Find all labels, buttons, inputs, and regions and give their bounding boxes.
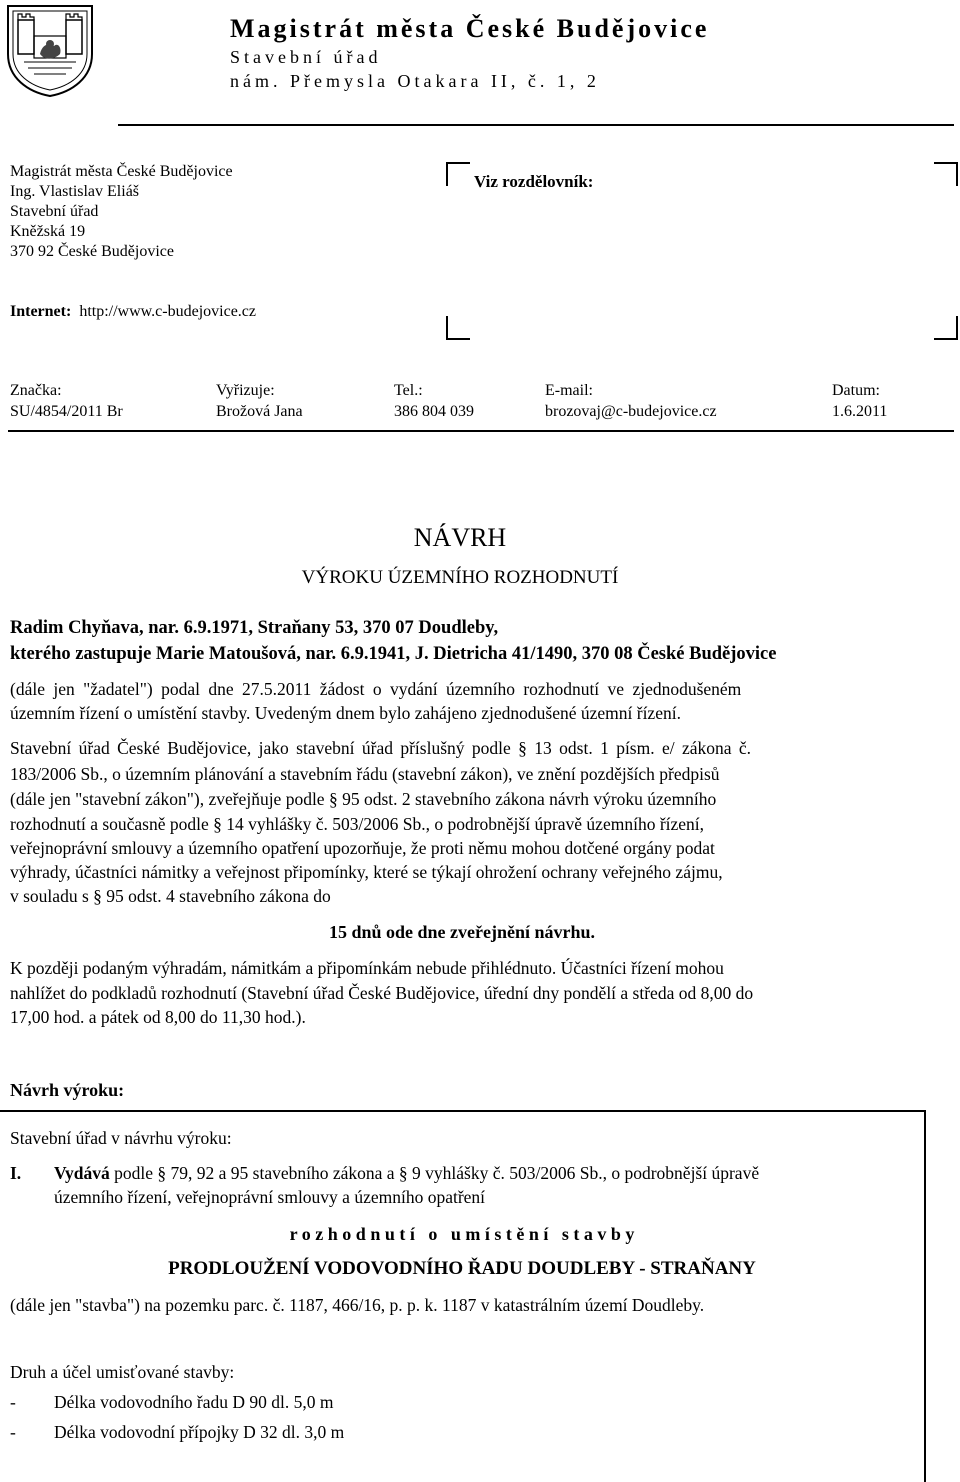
ref-value-mark: SU/4854/2011 Br: [10, 403, 123, 420]
internet-label: Internet:: [10, 303, 72, 320]
sender-line: Kněžská 19: [10, 223, 86, 240]
reference-divider: [8, 430, 954, 432]
address-window-corner: [446, 316, 470, 340]
ref-value-date: 1.6.2011: [832, 403, 888, 420]
sender-line: 370 92 České Budějovice: [10, 243, 174, 260]
notice-line: nahlížet do podkladů rozhodnutí (Stavební úřad České Budějovice, úřední dny pondělí a středa od 8,00 do: [10, 983, 754, 1003]
body-line: v souladu s § 95 odst. 4 stavebního zákona do: [10, 886, 331, 906]
sender-line: Stavební úřad: [10, 203, 99, 220]
proposal-heading: Návrh výroku:: [10, 1080, 125, 1100]
sender-line: Magistrát města České Budějovice: [10, 163, 233, 180]
sender-block: [10, 162, 233, 262]
applicant-line: Radim Chyňava, nar. 6.9.1971, Straňany 53, 370 07 Doudleby,: [10, 618, 499, 638]
ref-value-handler: Brožová Jana: [216, 403, 303, 420]
document-subtitle: VÝROKU ÚZEMNÍHO ROZHODNUTÍ: [301, 567, 619, 588]
bullet-dash: -: [10, 1392, 16, 1412]
proposal-lead: Stavební úřad v návrhu výroku:: [10, 1128, 232, 1148]
ref-value-email: brozovaj@c-budejovice.cz: [545, 403, 717, 420]
deadline: 15 dnů ode dne zveřejnění návrhu.: [328, 922, 596, 942]
body-line: (dále jen "stavební zákon"), zveřejňuje podle § 95 odst. 2 stavebního zákona návrh výroku územního: [10, 789, 717, 809]
bullet-dash: -: [10, 1422, 16, 1442]
notice-line: K později podaným výhradám, námitkám a připomínkám nebude přihlédnuto. Účastníci řízení mohou: [10, 958, 724, 978]
applicant-representative: kterého zastupuje Marie Matoušová, nar. 6.9.1941, J. Dietricha 41/1490, 370 08 České Budějovice: [10, 644, 777, 664]
item-text: [54, 1163, 759, 1184]
address-window-corner: [934, 162, 958, 186]
decision-title: r o z h o d n u t í o u m í s t ě n í s t a v b y: [289, 1224, 635, 1244]
city-coat-of-arms-icon: [4, 2, 96, 98]
internet-link[interactable]: http://www.c-budejovice.cz: [79, 303, 256, 320]
body-line: Stavební úřad České Budějovice, jako stavební úřad příslušný podle § 13 odst. 1 písm. e/ zákona č.: [10, 738, 752, 758]
notice-line: 17,00 hod. a pátek od 8,00 do 11,30 hod.).: [10, 1007, 306, 1027]
bullet-item: Délka vodovodního řadu D 90 dl. 5,0 m: [54, 1392, 334, 1412]
item-text-line2: územního řízení, veřejnoprávní smlouvy a územního opatření: [54, 1187, 486, 1207]
body-line: výhrady, účastníci námitky a veřejnost připomínky, které se týkají ohrožení ochrany veřejného zájmu,: [10, 862, 723, 882]
ref-label-email: E-mail:: [545, 382, 593, 399]
ref-label-phone: Tel.:: [394, 382, 423, 399]
body-line: veřejnoprávní smlouvy a územního opatření upozorňuje, že proti němu mohou dotčené orgány podat: [10, 838, 715, 858]
project-location: (dále jen "stavba") na pozemku parc. č. 1187, 466/16, p. p. k. 1187 v katastrálním území Doudleby.: [10, 1295, 705, 1315]
item-verb: Vydává: [54, 1163, 110, 1183]
project-title: PRODLOUŽENÍ VODOVODNÍHO ŘADU DOUDLEBY - STRAŇANY: [168, 1258, 756, 1279]
item-number: I.: [10, 1163, 22, 1183]
sender-line: Ing. Vlastislav Eliáš: [10, 183, 140, 200]
purpose-label: Druh a účel umisťované stavby:: [10, 1362, 235, 1382]
organization-title: Magistrát města České Budějovice: [230, 14, 710, 43]
bullet-item: Délka vodovodní přípojky D 32 dl. 3,0 m: [54, 1422, 345, 1442]
header-divider: [118, 124, 954, 126]
intro-line: územním řízení o umístění stavby. Uvedeným dnem bylo zahájeno zjednodušené územní řízení.: [10, 703, 681, 723]
ref-label-handler: Vyřizuje:: [216, 382, 275, 399]
organization-address: nám. Přemysla Otakara II, č. 1, 2: [230, 71, 600, 91]
ref-value-phone: 386 804 039: [394, 403, 474, 420]
body-line: rozhodnutí a současně podle § 14 vyhlášky č. 503/2006 Sb., o podrobnější úpravě územního řízení,: [10, 814, 705, 834]
body-line: 183/2006 Sb., o územním plánování a stavebním řádu (stavební zákon), ve znění pozdějších předpisů: [10, 764, 720, 784]
document-title: NÁVRH: [413, 523, 507, 552]
address-window-corner: [446, 162, 470, 186]
address-window-corner: [934, 316, 958, 340]
ref-label-date: Datum:: [832, 382, 880, 399]
internet-row: [10, 303, 256, 321]
item-rest: podle § 79, 92 a 95 stavebního zákona a § 9 vyhlášky č. 503/2006 Sb., o podrobnější úpravě: [109, 1163, 760, 1183]
intro-line: (dále jen "žadatel") podal dne 27.5.2011 žádost o vydání územního rozhodnutí ve zjednodušeném: [10, 679, 742, 699]
organization-department: Stavební úřad: [230, 47, 382, 67]
recipient-label: Viz rozdělovník:: [474, 172, 594, 191]
ref-label-mark: Značka:: [10, 382, 62, 399]
